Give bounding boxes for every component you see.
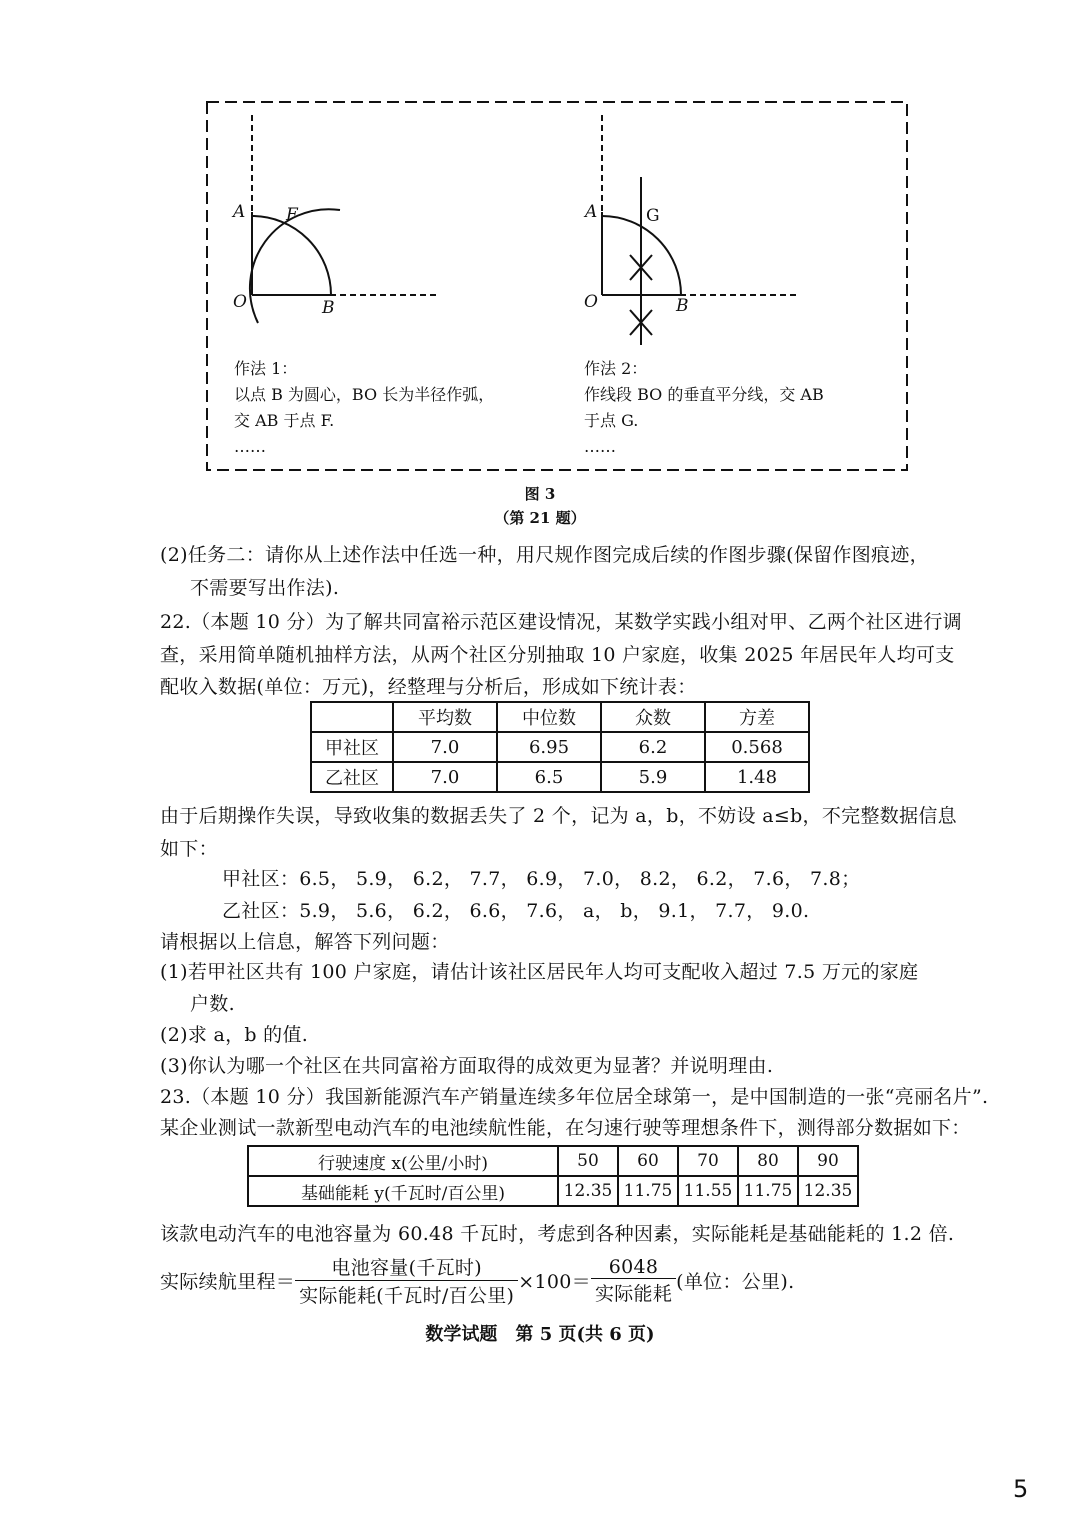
label-o-right: O (584, 292, 598, 312)
table-cell: 乙社区 (311, 762, 393, 792)
q22-part1-line1: (1)若甲社区共有 100 户家庭，请估计该社区居民年人均可支配收入超过 7.5 万元的家庭 (160, 961, 919, 983)
table-cell: 11.75 (738, 1176, 798, 1206)
table-cell: 0.568 (705, 732, 809, 762)
q22-line3: 配收入数据(单位：万元)，经整理与分析后，形成如下统计表： (160, 676, 697, 698)
label-f: F (286, 205, 298, 225)
q23-data-table (247, 1145, 859, 1207)
q23-formula (160, 1253, 794, 1308)
q22-line5: 如下： (160, 838, 218, 860)
page-footer: 数学试题 第 5 页(共 6 页) (425, 1324, 655, 1345)
q22-data-yi: 乙社区：5.9， 5.6， 6.2， 6.6， 7.6， a， b， 9.1， 7.7， 9.0. (222, 900, 810, 922)
method-1-line-2: 交 AB 于点 F. (234, 411, 335, 430)
method-1-title: 作法 1： (234, 359, 298, 378)
table-cell: 7.0 (393, 732, 497, 762)
table-cell: 甲社区 (311, 732, 393, 762)
table-cell: 6.95 (497, 732, 601, 762)
method-1-line-1: 以点 B 为圆心，BO 长为半径作弧， (234, 385, 495, 404)
method-1 (234, 356, 494, 460)
table-header: 平均数 (393, 702, 497, 732)
q22-part1-line2: 户数. (190, 993, 235, 1015)
label-g: G (646, 206, 660, 226)
table-cell: 5.9 (601, 762, 705, 792)
table-cell: 70 (678, 1146, 738, 1176)
q21-part2-line1: (2)任务二：请你从上述作法中任选一种，用尺规作图完成后续的作图步骤(保留作图痕迹， (160, 544, 929, 566)
table-header: 中位数 (497, 702, 601, 732)
table-cell: 11.75 (618, 1176, 678, 1206)
formula-fraction-1 (295, 1253, 518, 1308)
formula-denominator-2: 实际能耗 (594, 1282, 673, 1305)
table-row (248, 1146, 858, 1176)
table-header: 方差 (705, 702, 809, 732)
label-b-right: B (676, 296, 689, 316)
formula-numerator-1: 电池容量(千瓦时) (295, 1253, 518, 1281)
method-2 (584, 356, 824, 460)
formula-mid: ×100＝ (518, 1271, 591, 1293)
figure-subcaption: （第 21 题） (494, 509, 586, 527)
table-cell: 12.35 (798, 1176, 858, 1206)
table-cell: 60 (618, 1146, 678, 1176)
table-cell: 90 (798, 1146, 858, 1176)
table-cell: 11.55 (678, 1176, 738, 1206)
table-cell: 7.0 (393, 762, 497, 792)
label-a-left: A (233, 202, 246, 222)
table-cell: 12.35 (558, 1176, 618, 1206)
label-a-right: A (585, 202, 598, 222)
q23-line1: 23.（本题 10 分）我国新能源汽车产销量连续多年位居全球第一，是中国制造的一张“亮丽名片”. (160, 1086, 989, 1108)
table-row (248, 1176, 858, 1206)
formula-fraction-2 (591, 1256, 676, 1306)
q23-line3: 该款电动汽车的电池容量为 60.48 千瓦时，考虑到各种因素，实际能耗是基础能耗的 1.2 倍. (160, 1223, 955, 1245)
q22-line6: 请根据以上信息，解答下列问题： (160, 931, 450, 953)
table-row-label: 基础能耗 y(千瓦时/百公里) (248, 1176, 558, 1206)
label-b-left: B (322, 298, 335, 318)
method-2-line-1: 作线段 BO 的垂直平分线，交 AB (584, 385, 824, 404)
table-cell: 6.5 (497, 762, 601, 792)
table-cell: 50 (558, 1146, 618, 1176)
formula-unit: (单位：公里). (676, 1271, 795, 1293)
q23-line2: 某企业测试一款新型电动汽车的电池续航性能，在匀速行驶等理想条件下，测得部分数据如下： (160, 1117, 971, 1139)
label-o-left: O (233, 292, 247, 312)
formula-denominator-1: 实际能耗(千瓦时/百公里) (299, 1285, 515, 1307)
table-cell (311, 702, 393, 732)
table-cell: 6.2 (601, 732, 705, 762)
figure-3 (0, 0, 1080, 480)
q22-data-jia: 甲社区：6.5， 5.9， 6.2， 7.7， 6.9， 7.0， 8.2， 6.2， 7.6， 7.8； (222, 868, 861, 890)
table-row-label: 行驶速度 x(公里/小时) (248, 1146, 558, 1176)
page-number: 5 (1013, 1475, 1029, 1503)
formula-lhs: 实际续航里程＝ (160, 1271, 296, 1293)
arc-ab-left (252, 216, 331, 295)
table-header-row (311, 702, 809, 732)
q21-part2-line2: 不需要写出作法). (190, 577, 340, 599)
table-row (311, 762, 809, 792)
table-header: 众数 (601, 702, 705, 732)
method-2-ellipsis: …… (584, 437, 616, 456)
formula-numerator-2: 6048 (591, 1256, 676, 1279)
method-2-line-2: 于点 G. (584, 411, 639, 430)
table-cell: 80 (738, 1146, 798, 1176)
q22-part2: (2)求 a，b 的值. (160, 1024, 309, 1046)
q22-line1: 22.（本题 10 分）为了解共同富裕示范区建设情况，某数学实践小组对甲、乙两个社区进行调 (160, 611, 962, 633)
q22-stats-table (310, 701, 810, 793)
method-2-title: 作法 2： (584, 359, 648, 378)
table-row (311, 732, 809, 762)
q22-line2: 查，采用简单随机抽样方法，从两个社区分别抽取 10 户家庭，收集 2025 年居民年人均可支 (160, 644, 955, 666)
q22-part3: (3)你认为哪一个社区在共同富裕方面取得的成效更为显著？并说明理由. (160, 1055, 774, 1077)
figure-caption: 图 3 (524, 485, 556, 503)
table-cell: 1.48 (705, 762, 809, 792)
method-1-ellipsis: …… (234, 437, 266, 456)
q22-line4: 由于后期操作失误，导致收集的数据丢失了 2 个，记为 a，b，不妨设 a≤b，不完整数据信息 (160, 805, 957, 827)
